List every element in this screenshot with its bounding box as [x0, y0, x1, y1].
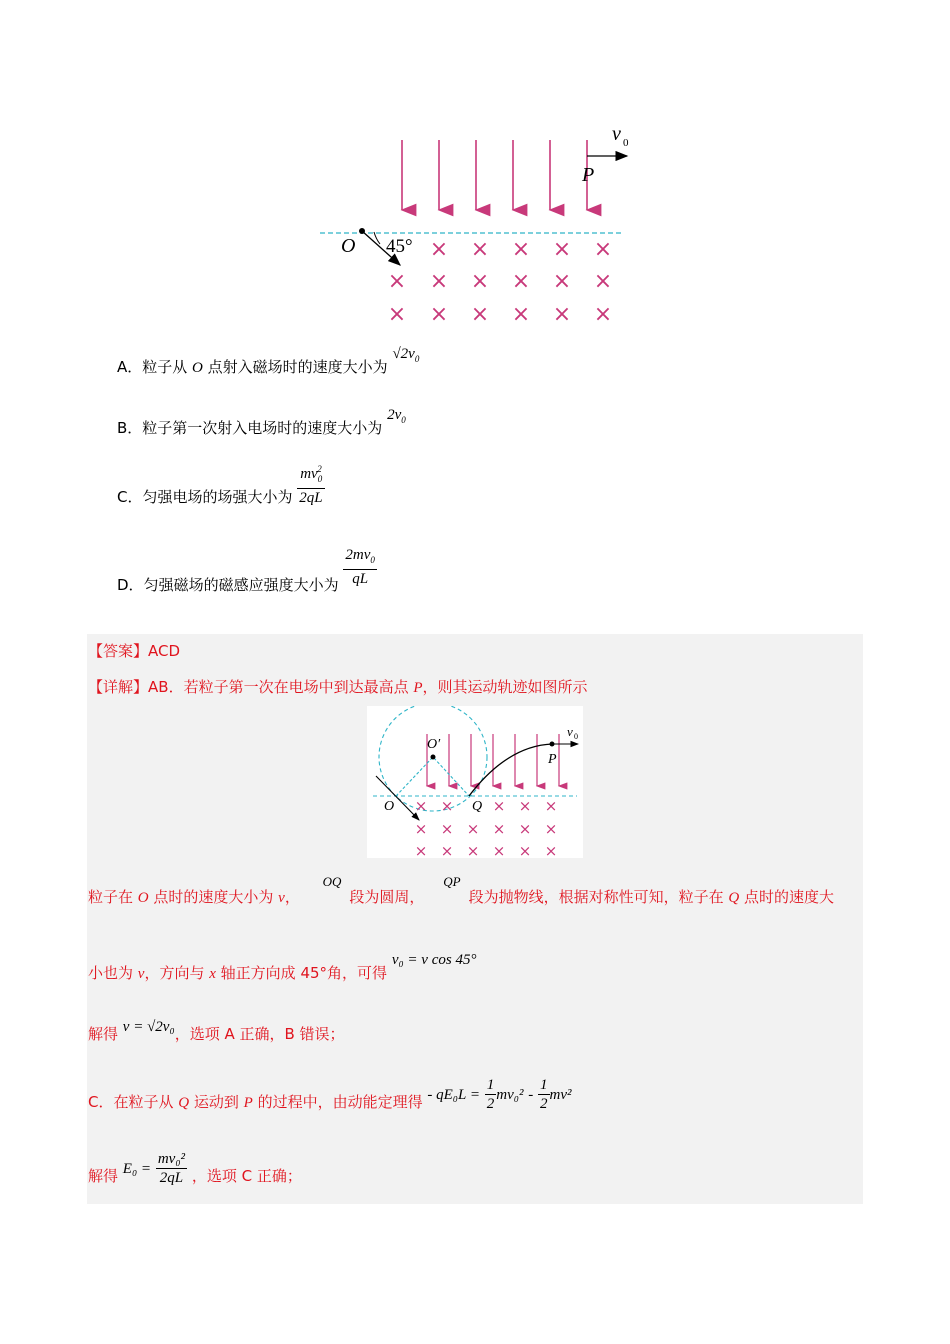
option-c-text: 匀强电场的场强大小为: [142, 488, 293, 506]
answer-value: ACD: [148, 642, 181, 660]
option-a-var: O: [192, 360, 203, 376]
option-c: [117, 466, 325, 513]
option-b-letter: B．: [117, 419, 143, 437]
cross-mark: ×: [511, 237, 531, 262]
explanation-line-5: 解得 E₀ = $\frac{\text{mv₀²}}{2qL}$ ，选项 C 正确；: [88, 1151, 302, 1186]
label-P: P: [548, 752, 557, 767]
cross-mark: ×: [544, 820, 558, 838]
label-O-prime: O′: [427, 737, 441, 752]
label-P: P: [582, 164, 595, 186]
cross-mark: ×: [470, 237, 490, 262]
option-a-text-pre: 粒子从: [142, 358, 193, 376]
cross-mark: ×: [492, 842, 506, 858]
option-b-formula: $2v_0$: [387, 407, 406, 425]
cross-mark: ×: [593, 237, 613, 262]
cross-mark: ×: [518, 842, 532, 858]
label-45-degree: 45°: [386, 236, 413, 257]
label-O: O: [384, 799, 395, 814]
answer-label: 【答案】: [88, 642, 149, 660]
option-d: [117, 547, 377, 594]
energy-theorem-formula: - qE₀L = $\frac{1}{2}$ mv₀² - $\frac{1}{2}$ mv²: [427, 1077, 572, 1112]
cross-mark: ×: [593, 269, 613, 294]
cross-mark: ×: [414, 842, 428, 858]
cross-mark: ×: [440, 820, 454, 838]
segment-OQ: OQ: [322, 874, 342, 889]
cross-mark: ×: [544, 842, 558, 858]
cross-mark: ×: [466, 842, 480, 858]
explanation-line-1: 粒子在 O 点时的速度大小为 v， OQ段为圆周， QP段为抛物线，根据对称性可知，粒子在 Q 点时的速度大: [88, 874, 834, 906]
formula-v0-cos45: v₀ = v cos 45°: [391, 952, 477, 968]
option-b-text: 粒子第一次射入电场时的速度大小为: [142, 419, 383, 437]
cross-mark: ×: [492, 820, 506, 838]
option-c-fraction: $\frac{mv_0^2}{2qL}$: [297, 460, 324, 507]
cross-mark: ×: [470, 269, 490, 294]
option-a: [117, 346, 420, 378]
formula-v-sqrt2-v0: v = √2v₀: [122, 1019, 175, 1035]
cross-mark: ×: [440, 797, 454, 815]
answer-line: [88, 640, 180, 661]
explanation-line-2: 小也为 v，方向与 x 轴正方向成 45°角，可得 v₀ = v cos 45°: [88, 952, 477, 982]
cross-mark: ×: [466, 820, 480, 838]
cross-mark: ×: [429, 302, 449, 327]
segment-QP: QP: [443, 874, 461, 889]
option-d-letter: D．: [117, 575, 144, 594]
electric-field-arrows: [402, 140, 587, 210]
cross-mark: ×: [518, 797, 532, 815]
option-d-text: 匀强磁场的磁感应强度大小为: [143, 575, 339, 594]
label-Q: Q: [472, 799, 483, 814]
cross-mark: ×: [387, 269, 407, 294]
explanation-line-4: C．在粒子从 Q 运动到 P 的过程中，由动能定理得 - qE₀L = $\frac{1}{2}$ mv₀² - $\frac{1}{2}$ mv²: [88, 1077, 572, 1112]
cross-mark: ×: [429, 237, 449, 262]
label-v0: v: [567, 724, 573, 739]
label-O: O: [341, 235, 356, 257]
cross-mark: ×: [518, 820, 532, 838]
cross-mark: ×: [511, 269, 531, 294]
cross-mark: ×: [440, 842, 454, 858]
explanation-line-3: 解得 v = √2v₀，选项 A 正确，B 错误；: [88, 1019, 345, 1043]
label-v0-sub: 0: [574, 732, 578, 741]
cross-mark: ×: [544, 797, 558, 815]
cross-mark: ×: [593, 302, 613, 327]
center-O-prime: [431, 755, 436, 760]
cross-mark: ×: [429, 269, 449, 294]
option-a-formula: $√2v_0$: [392, 346, 420, 364]
option-a-text-post: 点射入磁场时的速度大小为: [202, 358, 388, 376]
cross-mark: ×: [552, 269, 572, 294]
label-v0-sub: 0: [623, 137, 629, 149]
cross-mark: ×: [387, 302, 407, 327]
cross-mark: ×: [492, 797, 506, 815]
magnetic-field-crosses: [388, 237, 612, 327]
option-a-letter: A．: [117, 358, 143, 376]
formula-E0: E₀ = $\frac{\text{mv₀²}}{2qL}$: [122, 1151, 186, 1186]
detail-intro: 【详解】AB．若粒子第一次在电场中到达最高点 P，则其运动轨迹如图所示: [88, 678, 588, 696]
cross-mark: ×: [414, 820, 428, 838]
option-b: [117, 407, 406, 439]
cross-mark: ×: [470, 302, 490, 327]
figure-trajectory-diagram: [367, 706, 583, 858]
label-v0: v: [612, 123, 621, 145]
figure-field-diagram: [300, 118, 650, 333]
cross-mark: ×: [414, 797, 428, 815]
option-d-fraction: $\frac{2mv_0}{qL}$: [345, 547, 375, 587]
option-c-letter: C．: [117, 488, 143, 506]
detail-label: 【详解】: [88, 678, 149, 696]
cross-mark: ×: [511, 302, 531, 327]
cross-mark: ×: [552, 302, 572, 327]
cross-mark: ×: [552, 237, 572, 262]
